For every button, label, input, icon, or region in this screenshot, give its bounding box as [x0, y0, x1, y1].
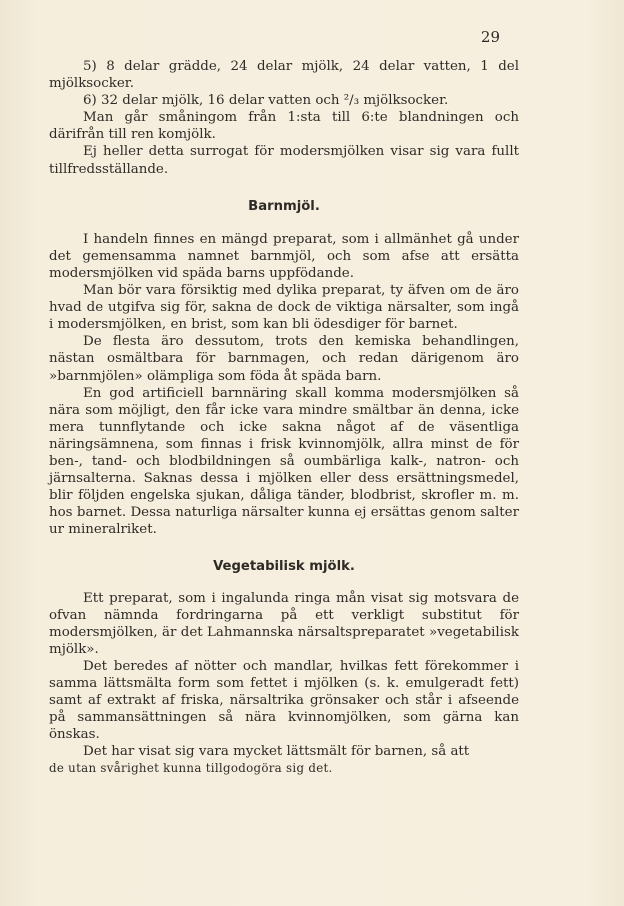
page-number: 29 — [480, 28, 500, 46]
section-heading-vegetabilisk-mjolk: Vegetabilisk mjölk. — [213, 559, 355, 575]
paragraph: Det beredes af nötter och mandlar, hvilkas fett förekommer i samma lättsmälta form som fettet i mjölken (s. k. emulgeradt fett) samt af extrakt af friska, närsaltrika grönsaker och står i afseende på sammansättningen så nära kvinnomjölken, som gärna kan önskas. — [49, 658, 519, 743]
paragraph: En god artificiell barnnäring skall komma modersmjölken så nära som möjligt, den får icke vara mindre smältbar än denna, icke mera tunnflytande och icke sakna något af de väsentliga näringsämnena, som finnas i frisk kvinnomjölk, allra minst de för ben-, tand- och blodbildningen så oumbärliga kalk-, natron- och järnsalterna. Saknas dessa i mjölken eller dess ersättningsmedel, blir följden engelska sjukan, dåliga tänder, blodbrist, skrofler m. m. hos barnet. Dessa naturliga närsalter kunna ej ersättas genom salter ur mineralriket. — [49, 385, 519, 538]
body-text — [49, 58, 519, 778]
paragraph-continuation: de utan svårighet kunna tillgodogöra sig det. — [49, 761, 333, 776]
paragraph: De flesta äro dessutom, trots den kemiska behandlingen, nästan osmältbara för barnmagen, och redan därigenom äro »barnmjölen» olämpliga som föda åt späda barn. — [49, 334, 519, 384]
paragraph: 5) 8 delar grädde, 24 delar mjölk, 24 delar vatten, 1 del mjölksocker. — [49, 59, 519, 92]
paragraph: 6) 32 delar mjölk, 16 delar vatten och ²/₃ mjölksocker. — [83, 93, 449, 109]
paragraph: Man bör vara försiktig med dylika preparat, ty äfven om de äro hvad de utgifva sig för, sakna de dock de viktiga närsalter, som ingå i modersmjölken, en brist, som kan bli ödesdiger för barnet. — [49, 283, 519, 333]
paragraph: I handeln finnes en mängd preparat, som i allmänhet gå under det gemensamma namnet barnmjöl, och som afse att ersätta modersmjölken vid späda barns uppfödande. — [49, 231, 519, 281]
section-heading-barnmjol: Barnmjöl. — [248, 198, 320, 214]
paragraph: Ett preparat, som i ingalunda ringa mån visat sig motsvara de ofvan nämnda fordringarna på ett verkligt substitut för modersmjölken, är det Lahmannska närsaltspreparatet »vegetabilisk mjölk». — [49, 590, 519, 657]
paragraph: Man går småningom från 1:sta till 6:te blandningen och därifrån till ren komjölk. — [49, 110, 519, 143]
paragraph: Ej heller detta surrogat för modersmjölken visar sig vara fullt tillfredsställande. — [49, 144, 519, 177]
paragraph: Det har visat sig vara mycket lättsmält för barnen, så att — [83, 744, 470, 760]
